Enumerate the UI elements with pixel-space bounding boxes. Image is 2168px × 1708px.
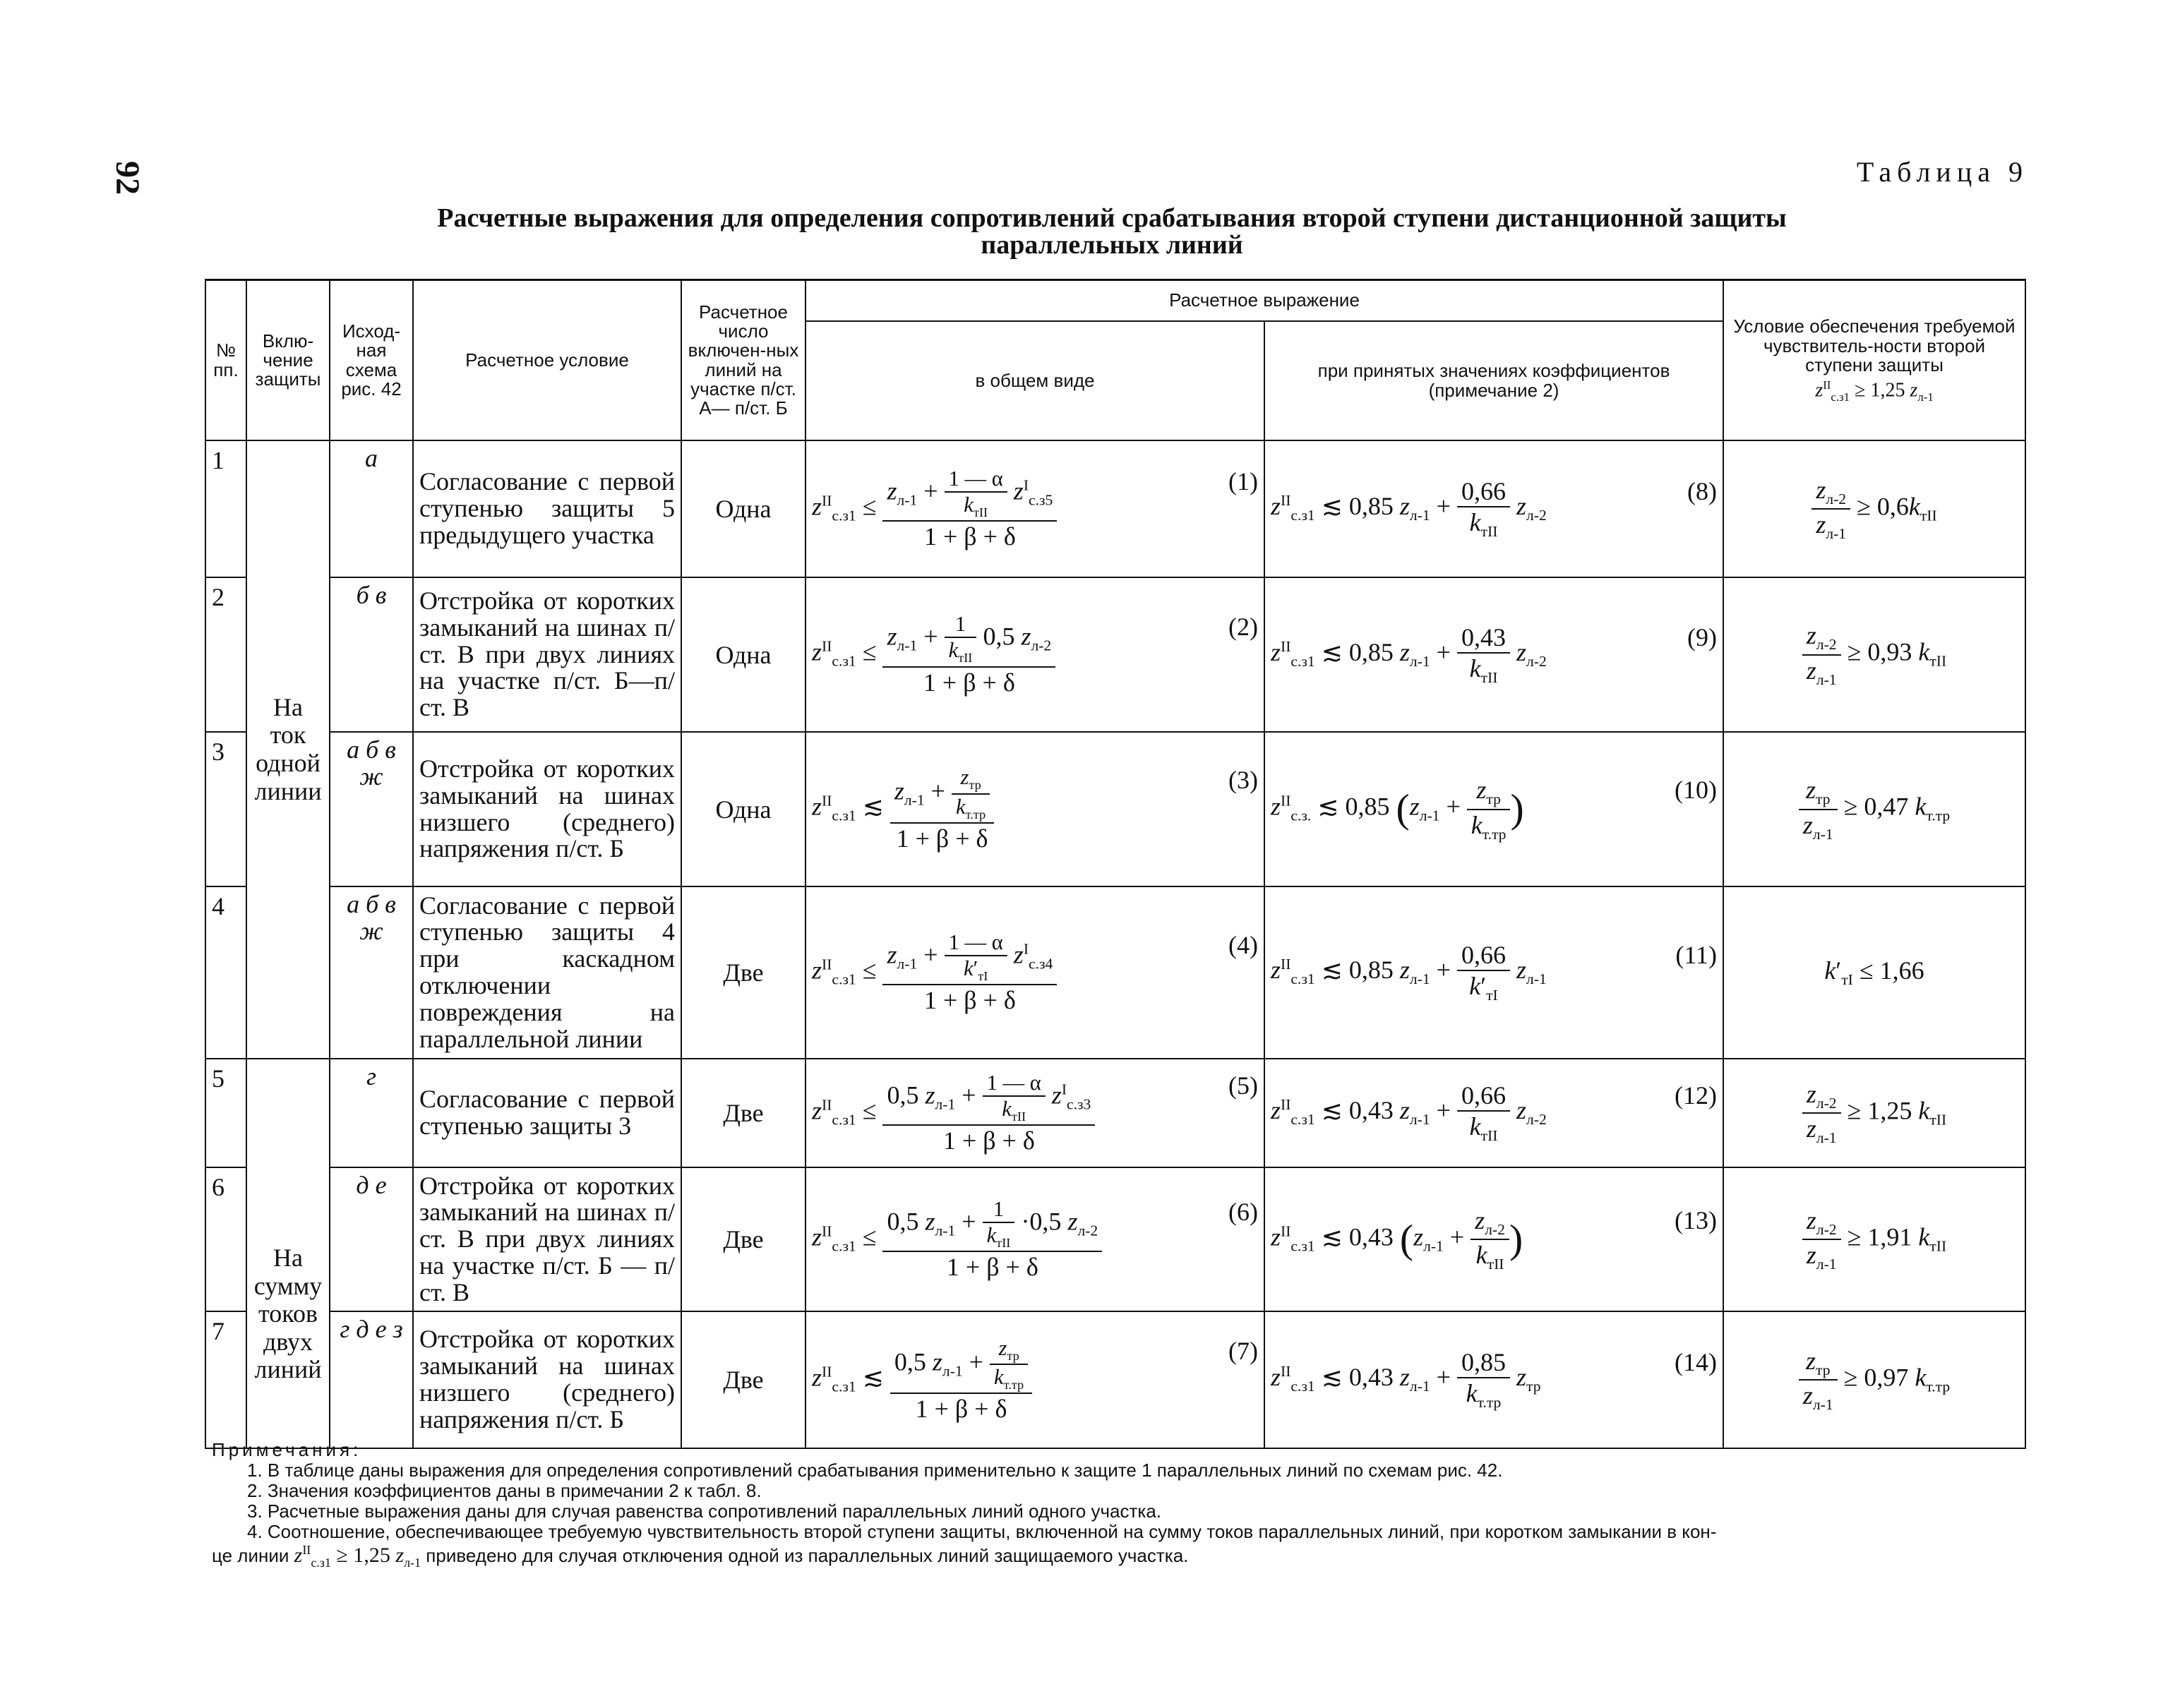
row-condition: Отстройка от коротких замыканий на шинах п/ст. В при двух линиях на участке п/ст. Б — п/ст. В xyxy=(413,1167,681,1311)
equation-number: (13) xyxy=(1675,1205,1718,1234)
row-num: 2 xyxy=(205,577,246,732)
title-line-2: параллельных линий xyxy=(981,230,1243,260)
table-row xyxy=(205,886,2025,1059)
row-lines: Две xyxy=(681,1059,805,1167)
sensitivity-condition: $\frac{z_{тр}}{z_{л-1}}$ ≥ 0,47 $k_{т.тр}$ xyxy=(1723,732,2025,886)
sensitivity-condition: $\frac{z_{тр}}{z_{л-1}}$ ≥ 0,97 $k_{т.тр}$ xyxy=(1723,1311,2025,1448)
equation-number: (14) xyxy=(1675,1348,1718,1377)
inclusion-two-lines: На сумму токов двух линий xyxy=(246,1059,330,1448)
note-3: 3. Расчетные выражения даны для случая равенства сопротивлений параллельных линий одного участка. xyxy=(247,1500,1161,1522)
note-4: 4. Соотношение, обеспечивающее требуемую чувствительность второй ступени защиты, включенной на сумму токов параллельных линий, при коротком замыкании в кон- xyxy=(247,1521,1717,1543)
row-condition: Отстройка от коротких замыканий на шинах низшего (среднего) напряжения п/ст. Б xyxy=(413,1311,681,1448)
table-label: Таблица 9 xyxy=(1856,156,2028,188)
header-sensitivity-formula: $z^{II}_{с.з1} \ge 1,25$ $z_{л-1}$ xyxy=(1815,378,1934,404)
row-num: 7 xyxy=(205,1311,246,1448)
note-2: 2. Значения коэффициентов даны в примечании 2 к табл. 8. xyxy=(247,1480,762,1502)
general-formula: $z^{II}_{с.з1}$ ≲ 0,5 $z_{л-1}$ + $\frac{z_{тр}}{k_{т.тр}}$ 1 + β + δ (7) xyxy=(805,1311,1264,1448)
notes-heading: Примечания: xyxy=(212,1439,362,1460)
accepted-formula: $z^{II}_{с.з1}$ ≲ 0,43 ($z_{л-1}$ + $\frac{z_{л-2}}{k_{тII}}$ ) (13) xyxy=(1264,1167,1723,1311)
equation-number: (10) xyxy=(1675,776,1718,805)
equation-number: (7) xyxy=(1228,1336,1258,1365)
row-num: 4 xyxy=(205,886,246,1059)
equation-number: (9) xyxy=(1687,623,1718,651)
equation-number: (6) xyxy=(1228,1197,1258,1226)
row-condition: Согласование с первой ступенью защиты 5 предыдущего участка xyxy=(413,440,681,577)
table-row xyxy=(205,577,2025,732)
general-formula: $z^{II}_{с.з1}$ ≤ 0,5 $z_{л-1}$ + $\frac{1}{k_{тII}}$ ·0,5 $z_{л-2}$ 1 + β + δ (6) xyxy=(805,1167,1264,1311)
accepted-formula: $z^{II}_{с.з1}$ ≲ 0,43 $z_{л-1}$ + $\frac{0,85}{k_{т.тр}}$ $z_{тр}$ (14) xyxy=(1264,1311,1723,1448)
header-condition: Расчетное условие xyxy=(413,280,681,441)
header-general: в общем виде xyxy=(805,321,1264,440)
table-row xyxy=(205,1311,2025,1448)
row-scheme: а xyxy=(330,440,413,577)
table-row xyxy=(205,732,2025,886)
equation-number: (1) xyxy=(1228,467,1258,495)
equation-number: (11) xyxy=(1675,941,1718,970)
notes xyxy=(212,1440,2019,1570)
row-scheme: б в xyxy=(330,577,413,732)
equation-number: (4) xyxy=(1228,930,1258,959)
row-scheme: а б в ж xyxy=(330,732,413,886)
general-formula: $z^{II}_{с.з1}$ ≤ $z_{л-1}$ + $\frac{1 — \alpha}{k'_{тI}}$ $z^I_{с.з4}$ 1 + β + δ (4) xyxy=(805,886,1264,1059)
accepted-formula: $z^{II}_{с.з1}$ ≲ 0,43 $z_{л-1}$ + $\frac{0,66}{k_{тII}}$ $z_{л-2}$ (12) xyxy=(1264,1059,1723,1167)
accepted-formula: $z^{II}_{с.з.}$ ≲ 0,85 ($z_{л-1}$ + $\frac{z_{тр}}{k_{т.тр}}$ ) (10) xyxy=(1264,732,1723,886)
header-num: № пп. xyxy=(205,280,246,441)
header-inclusion: Вклю-чение защиты xyxy=(246,280,330,441)
row-condition: Отстройка от коротких замыканий на шинах низшего (среднего) напряжения п/ст. Б xyxy=(413,732,681,886)
row-num: 5 xyxy=(205,1059,246,1167)
sensitivity-condition: $\frac{z_{л-2}}{z_{л-1}}$ ≥ 0,93 $k_{тII}$ xyxy=(1723,577,2025,732)
equation-number: (2) xyxy=(1228,613,1258,642)
header-accepted: при принятых значениях коэффициентов (примечание 2) xyxy=(1264,321,1723,440)
sensitivity-condition: $k'_{тI} \le 1,66$ xyxy=(1723,886,2025,1059)
note-4-formula: $z^{II}_{с.з1} \ge 1,25$ $z_{л-1}$ xyxy=(294,1542,421,1570)
row-condition: Согласование с первой ступенью защиты 3 xyxy=(413,1059,681,1167)
note-1: 1. В таблице даны выражения для определения сопротивлений срабатывания применительно к защите 1 параллельных линий по схемам рис. 42. xyxy=(247,1460,1503,1481)
row-num: 1 xyxy=(205,440,246,577)
note-4-continuation xyxy=(212,1543,2019,1570)
row-condition: Согласование с первой ступенью защиты 4 при каскадном отключении повреждения на параллельной линии xyxy=(413,886,681,1059)
table-row xyxy=(205,1059,2025,1167)
row-condition: Отстройка от коротких замыканий на шинах п/ст. В при двух линиях на участке п/ст. Б—п/ст. В xyxy=(413,577,681,732)
row-lines: Одна xyxy=(681,577,805,732)
page-number: 92 xyxy=(109,161,146,195)
note-4-pre: це линии xyxy=(212,1544,289,1566)
main-table xyxy=(205,279,2026,1449)
table-row xyxy=(205,1167,2025,1311)
row-scheme: г д е з xyxy=(330,1311,413,1448)
header-lines: Расчетное число включен-ных линий на участке п/ст. А— п/ст. Б xyxy=(681,280,805,441)
general-formula: $z^{II}_{с.з1}$ ≤ $z_{л-1}$ + $\frac{1 — \alpha}{k_{тII}}$ $z^I_{с.з5}$ 1 + β + δ (1) xyxy=(805,440,1264,577)
row-lines: Одна xyxy=(681,732,805,886)
equation-number: (3) xyxy=(1228,766,1258,795)
row-lines: Две xyxy=(681,1167,805,1311)
row-num: 6 xyxy=(205,1167,246,1311)
general-formula: $z^{II}_{с.з1}$ ≤ $z_{л-1}$ + $\frac{1}{k_{тII}}$ 0,5 $z_{л-2}$ 1 + β + δ (2) xyxy=(805,577,1264,732)
sensitivity-condition: $\frac{z_{л-2}}{z_{л-1}}$ ≥ $0,6k_{тII}$ xyxy=(1723,440,2025,577)
accepted-formula: $z^{II}_{с.з1}$ ≲ 0,85 $z_{л-1}$ + $\frac{0,66}{k'_{тI}}$ $z_{л-1}$ (11) xyxy=(1264,886,1723,1059)
accepted-formula: $z^{II}_{с.з1}$ ≲ 0,85 $z_{л-1}$ + $\frac{0,66}{k_{тII}}$ $z_{л-2}$ (8) xyxy=(1264,440,1723,577)
row-num: 3 xyxy=(205,732,246,886)
row-scheme: г xyxy=(330,1059,413,1167)
row-lines: Две xyxy=(681,1311,805,1448)
header-sensitivity-text: Условие обеспечения требуемой чувствитель-ности второй ступени защиты xyxy=(1733,315,2016,375)
title-line-1: Расчетные выражения для определения сопротивлений срабатывания второй ступени дистанционной защиты xyxy=(437,203,1787,233)
sensitivity-condition: $\frac{z_{л-2}}{z_{л-1}}$ ≥ 1,91 $k_{тII}$ xyxy=(1723,1167,2025,1311)
equation-number: (5) xyxy=(1228,1071,1258,1100)
row-scheme: а б в ж xyxy=(330,886,413,1059)
header-sensitivity xyxy=(1723,280,2025,441)
inclusion-one-line: На ток одной линии xyxy=(246,440,330,1059)
equation-number: (8) xyxy=(1687,477,1718,506)
general-formula: $z^{II}_{с.з1}$ ≲ $z_{л-1}$ + $\frac{z_{тр}}{k_{т.тр}}$ 1 + β + δ (3) xyxy=(805,732,1264,886)
table-title xyxy=(212,205,2012,258)
equation-number: (12) xyxy=(1675,1081,1718,1110)
sensitivity-condition: $\frac{z_{л-2}}{z_{л-1}}$ ≥ 1,25 $k_{тII}$ xyxy=(1723,1059,2025,1167)
note-4-post: приведено для случая отключения одной из параллельных линий защищаемого участка. xyxy=(426,1544,1189,1566)
header-expression: Расчетное выражение xyxy=(805,280,1723,322)
row-lines: Одна xyxy=(681,440,805,577)
row-lines: Две xyxy=(681,886,805,1059)
general-formula: $z^{II}_{с.з1}$ ≤ 0,5 $z_{л-1}$ + $\frac{1 — \alpha}{k_{тII}}$ $z^I_{с.з3}$ 1 + β + δ (5) xyxy=(805,1059,1264,1167)
row-scheme: д е xyxy=(330,1167,413,1311)
table-row xyxy=(205,440,2025,577)
accepted-formula: $z^{II}_{с.з1}$ ≲ 0,85 $z_{л-1}$ + $\frac{0,43}{k_{тII}}$ $z_{л-2}$ (9) xyxy=(1264,577,1723,732)
header-scheme: Исход-ная схема рис. 42 xyxy=(330,280,413,441)
